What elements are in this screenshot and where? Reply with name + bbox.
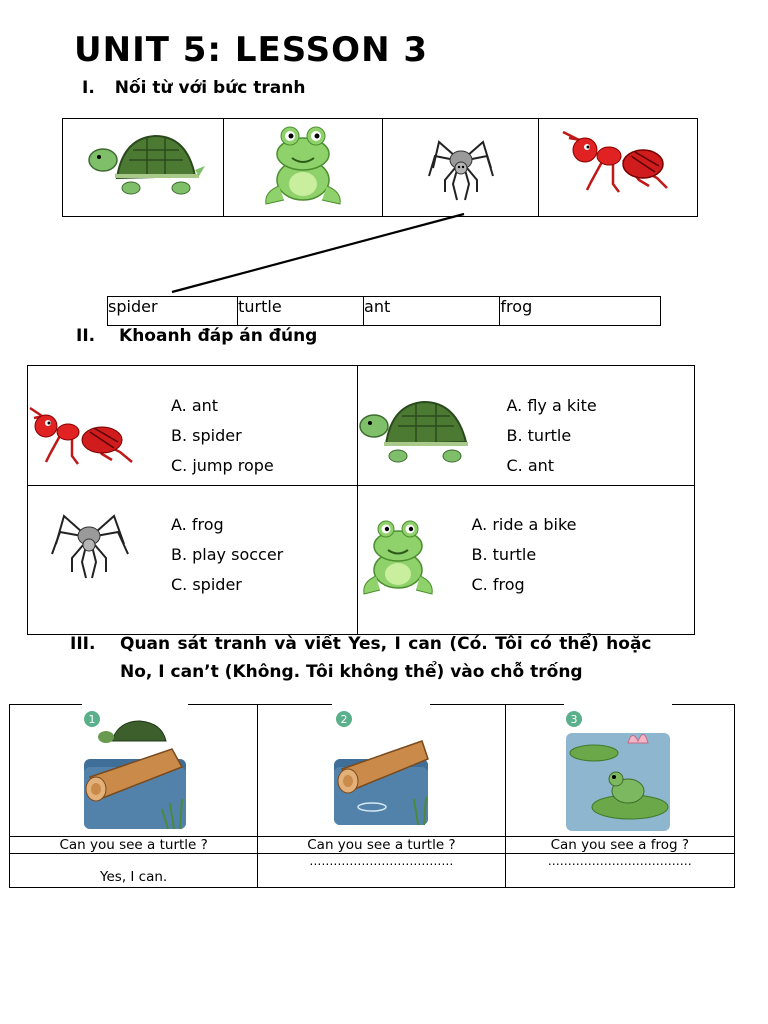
picture-cell-ant xyxy=(539,119,698,217)
scene-cell-1 xyxy=(10,705,258,837)
section-3-number: III. xyxy=(70,634,96,654)
quiz-options xyxy=(472,510,577,600)
option-a[interactable]: A. ant xyxy=(171,396,219,415)
quiz-cell-2 xyxy=(357,366,695,486)
quiz-cell-4 xyxy=(357,486,695,635)
badge-1-number: 1 xyxy=(88,713,96,726)
quiz-table xyxy=(27,365,695,635)
turtle-icon xyxy=(358,396,473,468)
word-cell: ant xyxy=(364,297,500,326)
question-cell-1: Can you see a turtle ? xyxy=(10,837,258,854)
quiz-cell-1 xyxy=(28,366,358,486)
scene-cell-2 xyxy=(258,705,505,837)
section-2-number: II. xyxy=(76,326,96,346)
word-cell: spider xyxy=(108,297,238,326)
can-you-see-table xyxy=(9,704,735,888)
frog-icon xyxy=(224,120,382,216)
word-table xyxy=(107,296,661,326)
turtle-on-log-image xyxy=(82,707,188,831)
option-c[interactable]: C. jump rope xyxy=(171,456,274,475)
log-in-water-image xyxy=(332,707,430,827)
quiz-options xyxy=(171,510,283,600)
quiz-options xyxy=(171,391,274,481)
word-cell: turtle xyxy=(238,297,364,326)
frog-icon xyxy=(358,516,440,601)
spider-icon xyxy=(383,120,538,216)
quiz-options xyxy=(507,391,597,481)
section-1-heading xyxy=(82,78,305,98)
ant-icon xyxy=(539,120,697,216)
option-a[interactable]: A. frog xyxy=(171,515,224,534)
option-c[interactable]: C. spider xyxy=(171,575,242,594)
answer-blank-2[interactable]: ……………………………… xyxy=(258,854,505,888)
option-a[interactable]: A. fly a kite xyxy=(506,396,597,415)
frog-on-lily-pad-image xyxy=(564,707,672,833)
section-1-number: I. xyxy=(82,78,95,98)
option-b[interactable]: B. turtle xyxy=(506,426,572,445)
turtle-icon xyxy=(63,120,223,216)
picture-cell-turtle xyxy=(63,119,224,217)
ant-icon xyxy=(28,402,138,472)
picture-table xyxy=(62,118,698,217)
option-b[interactable]: B. turtle xyxy=(471,545,537,564)
option-c[interactable]: C. ant xyxy=(506,456,555,475)
spider-icon xyxy=(42,508,137,583)
picture-cell-spider xyxy=(383,119,539,217)
answer-cell-1: Yes, I can. xyxy=(10,854,258,888)
section-2-heading xyxy=(76,326,317,346)
answer-blank-3[interactable]: ……………………………… xyxy=(505,854,734,888)
quiz-cell-3 xyxy=(28,486,358,635)
section-3-title-line2: No, I can’t (Không. Tôi không thể) vào chỗ trống xyxy=(120,662,583,682)
section-3-title-line1: Quan sát tranh và viết Yes, I can (Có. Tôi có thể) hoặc xyxy=(120,634,652,654)
question-cell-2: Can you see a turtle ? xyxy=(258,837,505,854)
question-cell-3: Can you see a frog ? xyxy=(505,837,734,854)
option-b[interactable]: B. spider xyxy=(171,426,242,445)
badge-3-number: 3 xyxy=(570,713,578,726)
matching-line xyxy=(160,210,480,300)
word-cell: frog xyxy=(500,297,661,326)
section-1-title: Nối từ với bức tranh xyxy=(114,78,306,98)
scene-cell-3 xyxy=(505,705,734,837)
option-a[interactable]: A. ride a bike xyxy=(471,515,577,534)
page-title: UNIT 5: LESSON 3 xyxy=(74,30,429,70)
option-b[interactable]: B. play soccer xyxy=(171,545,284,564)
option-c[interactable]: C. frog xyxy=(471,575,525,594)
picture-cell-frog xyxy=(224,119,383,217)
badge-2-number: 2 xyxy=(340,713,348,726)
section-2-title: Khoanh đáp án đúng xyxy=(119,326,318,346)
section-3-heading xyxy=(70,634,694,682)
